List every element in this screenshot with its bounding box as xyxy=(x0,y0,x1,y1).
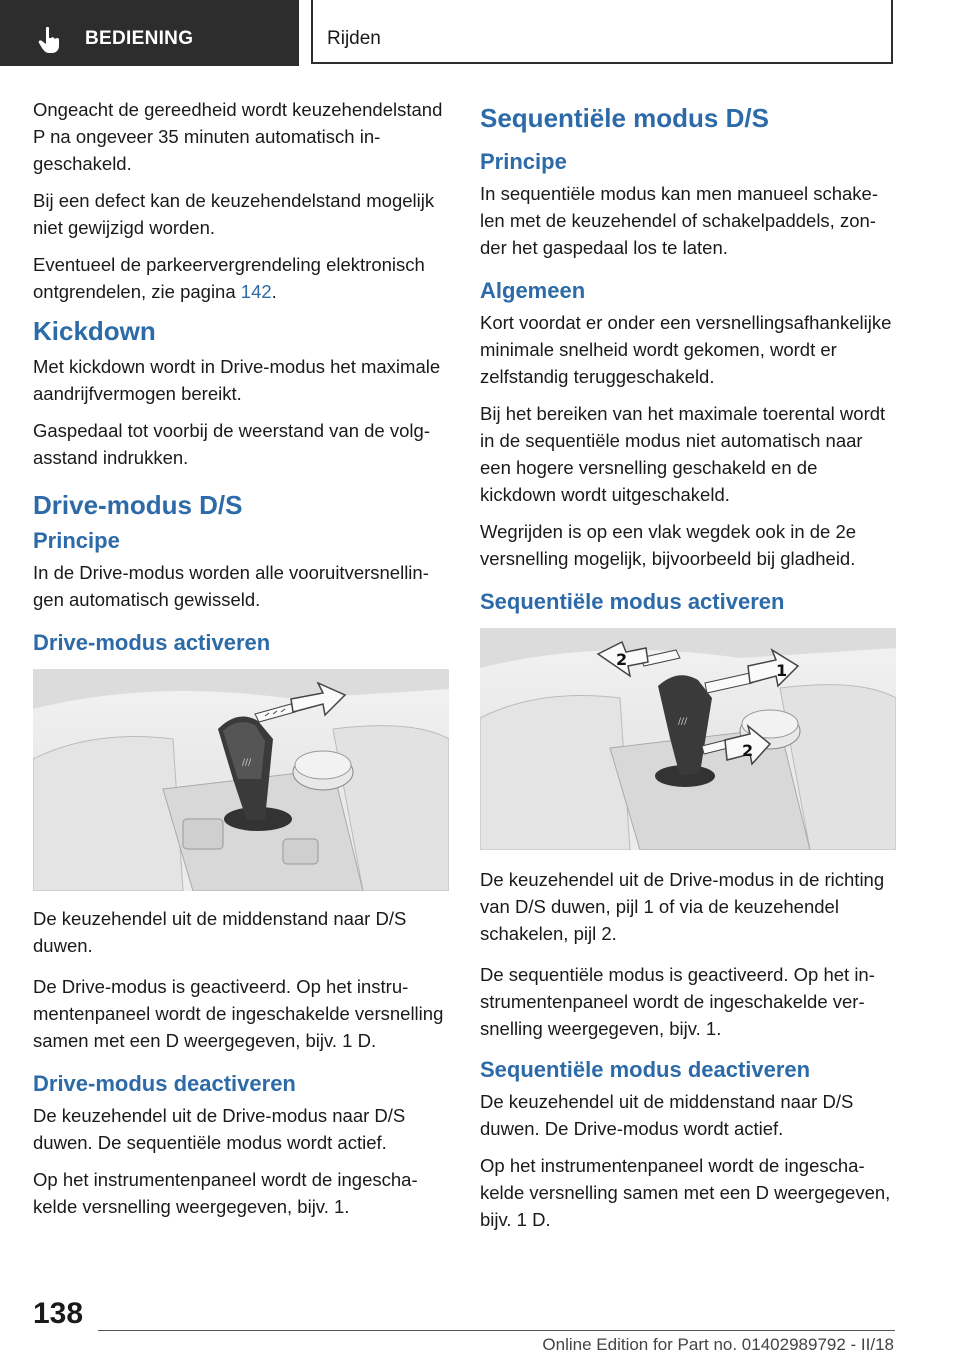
arrow-label-2-bottom: 2 xyxy=(742,741,754,760)
subheading-sequential-deactivate: Sequentiële modus deactiveren xyxy=(480,1057,811,1082)
figure-caption: De keuzehendel uit de middenstand naar D/S duwen. xyxy=(33,908,407,956)
arrow-label-1: 1 xyxy=(776,661,788,680)
paragraph: Wegrijden is op een vlak wegdek ook in de 2e versnelling mogelijk, bijvoorbeeld bij gladheid. xyxy=(480,521,857,569)
paragraph-text: Eventueel de parkeervergrendeling elektronisch ontgrendelen, zie pagina xyxy=(33,254,425,302)
paragraph: Ongeacht de gereedheid wordt keuzehendelstand P na ongeveer 35 minuten automatisch ingeschakeld. xyxy=(33,99,443,174)
figure-caption: De keuzehendel uit de Drive-modus in de richting van D/S duwen, pijl 1 of via de keuzehendel schakelen, pijl 2. xyxy=(480,869,885,944)
section-tab xyxy=(0,0,299,66)
arrow-label-2-top: 2 xyxy=(616,650,628,669)
paragraph-with-link xyxy=(33,251,449,305)
right-column xyxy=(480,96,896,1243)
heading-kickdown: Kickdown xyxy=(33,316,156,346)
subheading-drive-deactivate: Drive-modus deactiveren xyxy=(33,1071,296,1096)
subheading-drive-activate: Drive-modus activeren xyxy=(33,630,271,655)
subheading-principe: Principe xyxy=(33,528,120,553)
paragraph: Gaspedaal tot voorbij de weerstand van de volgasstand indrukken. xyxy=(33,420,430,468)
paragraph-end: . xyxy=(271,281,277,302)
gear-selector-arrows-drawing xyxy=(480,628,896,850)
heading-drive-mode: Drive-modus D/S xyxy=(33,490,243,520)
paragraph: In sequentiële modus kan men manueel schakelen met de keuzehendel of schakelpaddels, zonder het gaspedaal los te laten. xyxy=(480,183,878,258)
subheading-sequential-activate: Sequentiële modus activeren xyxy=(480,589,785,614)
page-number: 138 xyxy=(33,1297,84,1330)
subheading-algemeen: Algemeen xyxy=(480,278,586,303)
paragraph: Op het instrumentenpaneel wordt de ingeschakelde versnelling weergegeven, bijv. 1. xyxy=(33,1169,418,1217)
subheading-principe: Principe xyxy=(480,149,567,174)
paragraph: Op het instrumentenpaneel wordt de ingeschakelde versnelling samen met een D weergegeven, bijv. 1 D. xyxy=(480,1155,891,1230)
svg-text:///: /// xyxy=(678,717,688,727)
chapter-title: Rijden xyxy=(327,28,381,49)
chapter-header xyxy=(311,0,893,64)
paragraph: De keuzehendel uit de middenstand naar D/S duwen. De Drive-modus wordt actief. xyxy=(480,1091,854,1139)
paragraph: Kort voordat er onder een versnellingsafhankelijke minimale snelheid wordt gekomen, wordt er zelfstandig teruggeschakeld. xyxy=(480,312,892,387)
footer-edition: Online Edition for Part no. 01402989792 - II/18 xyxy=(542,1335,894,1354)
paragraph: De sequentiële modus is geactiveerd. Op het instrumentenpaneel wordt de ingeschakelde versnelling weergegeven, bijv. 1. xyxy=(480,964,875,1039)
heading-sequential-mode: Sequentiële modus D/S xyxy=(480,103,769,133)
hand-pointer-icon xyxy=(38,26,62,54)
gear-selector-drawing xyxy=(33,669,449,891)
paragraph: Met kickdown wordt in Drive-modus het maximale aandrijfvermogen bereikt. xyxy=(33,356,441,404)
page-link[interactable]: 142 xyxy=(240,281,272,302)
footer-divider xyxy=(98,1330,895,1331)
paragraph: De keuzehendel uit de Drive-modus naar D/S duwen. De sequentiële modus wordt actief. xyxy=(33,1105,406,1153)
gear-selector-illustration xyxy=(33,669,449,891)
paragraph: Bij een defect kan de keuzehendelstand mogelijk niet gewijzigd worden. xyxy=(33,190,435,238)
paragraph: De Drive-modus is geactiveerd. Op het instrumentenpaneel wordt de ingeschakelde versnelling samen met een D weergegeven, bijv. 1 D. xyxy=(33,976,444,1051)
paragraph: In de Drive-modus worden alle vooruitversnellingen automatisch gewisseld. xyxy=(33,562,429,610)
left-column xyxy=(33,96,449,1230)
svg-text:///: /// xyxy=(242,758,252,768)
section-title: BEDIENING xyxy=(85,28,194,49)
gear-selector-illustration-arrows xyxy=(480,628,896,850)
paragraph: Bij het bereiken van het maximale toerental wordt in de sequentiële modus niet automatisch naar een hogere versnelling geschakeld en de kickdown wordt uitgeschakeld. xyxy=(480,403,886,505)
